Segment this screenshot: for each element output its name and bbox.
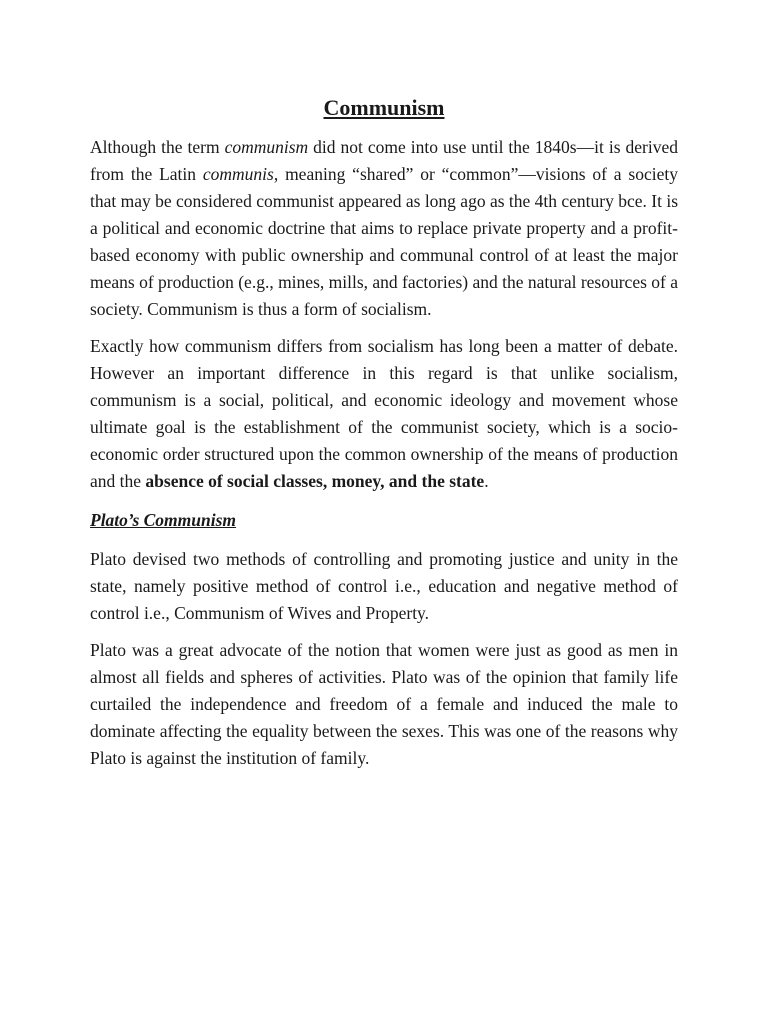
paragraph-intro (90, 134, 678, 323)
paragraph-text: Exactly how communism differs from socialism has long been a matter of debate. However an important difference in this regard is that unlike socialism, communism is a social, political, and economic ideology and movement whose ultimate goal is the establishment of the communist society, which is a socio-economic order structured upon the common ownership of the means of production and the (90, 336, 678, 491)
section-subheading: Plato’s Communism (90, 510, 237, 530)
bold-phrase: absence of social classes, money, and the state (145, 471, 485, 491)
document-page (90, 92, 678, 782)
paragraph-difference (90, 333, 678, 495)
italic-term: communis (202, 164, 274, 184)
document-title: Communism (323, 95, 445, 120)
paragraph-plato-methods: Plato devised two methods of controlling and promoting justice and unity in the state, namely positive method of control i.e., education and negative method of control i.e., Communism of Wives and Property. (90, 549, 678, 623)
paragraph-text: , meaning “shared” or “common”—visions of a society that may be considered communist appeared as long ago as the 4th century bce. It is a political and economic doctrine that aims to replace private property and a profit-based economy with public ownership and communal control of at least the major means of production (e.g., mines, mills, and factories) and the natural resources of a society. Communism is thus a form of socialism. (90, 164, 679, 319)
italic-term: communism (224, 137, 309, 157)
paragraph-plato-women: Plato was a great advocate of the notion that women were just as good as men in almost all fields and spheres of activities. Plato was of the opinion that family life curtailed the independence and freedom of a female and induced the male to dominate affecting the equality between the sexes. This was one of the reasons why Plato is against the institution of family. (90, 640, 678, 768)
paragraph-text: . (484, 471, 489, 491)
paragraph-text: Although the term (90, 137, 225, 157)
paragraph-text: did not come into use until the 1840s—it is derived from the Latin (90, 137, 678, 184)
